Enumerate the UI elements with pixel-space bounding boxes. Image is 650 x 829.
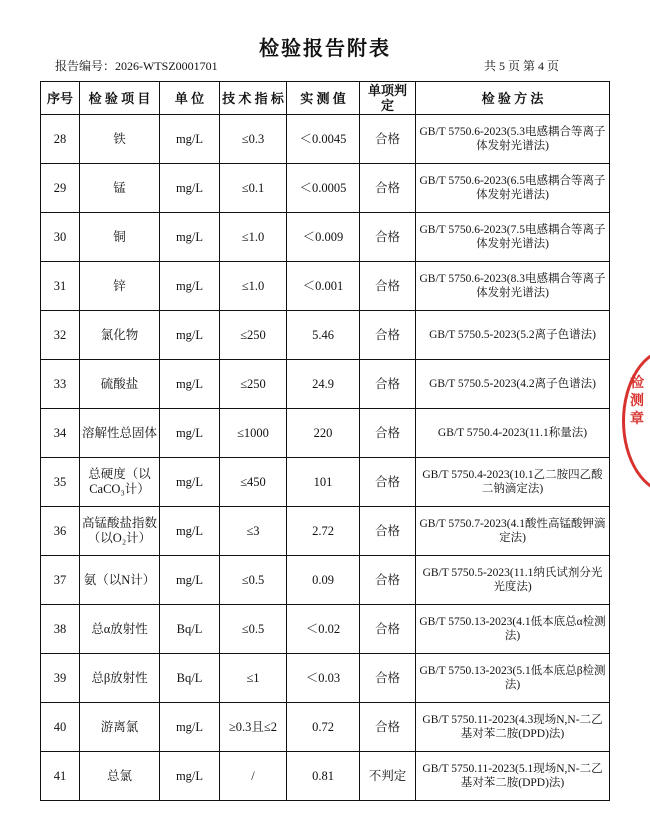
cell-verdict: 合格	[360, 654, 416, 703]
cell-value: 220	[287, 409, 360, 458]
cell-unit: mg/L	[160, 556, 220, 605]
stamp-text: 检测章	[630, 375, 644, 427]
cell-value: ＜0.009	[287, 213, 360, 262]
cell-value: ＜0.001	[287, 262, 360, 311]
cell-unit: mg/L	[160, 311, 220, 360]
cell-verdict: 不判定	[360, 752, 416, 801]
cell-unit: mg/L	[160, 115, 220, 164]
cell-verdict: 合格	[360, 262, 416, 311]
cell-no: 38	[41, 605, 80, 654]
cell-item: 铜	[80, 213, 160, 262]
cell-verdict: 合格	[360, 311, 416, 360]
cell-limit: ≤450	[220, 458, 287, 507]
cell-no: 28	[41, 115, 80, 164]
cell-unit: Bq/L	[160, 605, 220, 654]
cell-no: 33	[41, 360, 80, 409]
cell-value: ＜0.0045	[287, 115, 360, 164]
cell-verdict: 合格	[360, 360, 416, 409]
cell-unit: mg/L	[160, 752, 220, 801]
cell-item: 总β放射性	[80, 654, 160, 703]
cell-verdict: 合格	[360, 213, 416, 262]
cell-item: 高锰酸盐指数（以O₂计）	[80, 507, 160, 556]
cell-value: ＜0.0005	[287, 164, 360, 213]
cell-value: 0.72	[287, 703, 360, 752]
cell-unit: mg/L	[160, 360, 220, 409]
cell-item: 游离氯	[80, 703, 160, 752]
cell-unit: Bq/L	[160, 654, 220, 703]
cell-method: GB/T 5750.6-2023(6.5电感耦合等离子体发射光谱法)	[416, 164, 610, 213]
cell-limit: ≥0.3且≤2	[220, 703, 287, 752]
cell-method: GB/T 5750.4-2023(11.1称量法)	[416, 409, 610, 458]
cell-value: ＜0.03	[287, 654, 360, 703]
cell-verdict: 合格	[360, 605, 416, 654]
cell-no: 31	[41, 262, 80, 311]
cell-no: 40	[41, 703, 80, 752]
header-value: 实 测 值	[287, 82, 360, 115]
cell-verdict: 合格	[360, 458, 416, 507]
cell-no: 37	[41, 556, 80, 605]
cell-item: 氯化物	[80, 311, 160, 360]
cell-verdict: 合格	[360, 164, 416, 213]
cell-method: GB/T 5750.6-2023(5.3电感耦合等离子体发射光谱法)	[416, 115, 610, 164]
cell-no: 30	[41, 213, 80, 262]
page-info: 共 5 页 第 4 页	[484, 59, 560, 73]
cell-limit: ≤3	[220, 507, 287, 556]
header-no: 序号	[41, 82, 80, 115]
cell-method: GB/T 5750.6-2023(7.5电感耦合等离子体发射光谱法)	[416, 213, 610, 262]
cell-no: 41	[41, 752, 80, 801]
cell-unit: mg/L	[160, 262, 220, 311]
report-title: 检验报告附表	[259, 38, 391, 60]
cell-item: 总氯	[80, 752, 160, 801]
cell-value: 2.72	[287, 507, 360, 556]
cell-unit: mg/L	[160, 213, 220, 262]
cell-item: 溶解性总固体	[80, 409, 160, 458]
cell-item: 总α放射性	[80, 605, 160, 654]
cell-value: 0.81	[287, 752, 360, 801]
cell-value: 24.9	[287, 360, 360, 409]
cell-verdict: 合格	[360, 409, 416, 458]
cell-verdict: 合格	[360, 703, 416, 752]
cell-limit: ≤0.5	[220, 556, 287, 605]
cell-item: 锰	[80, 164, 160, 213]
cell-value: 5.46	[287, 311, 360, 360]
cell-unit: mg/L	[160, 703, 220, 752]
cell-no: 32	[41, 311, 80, 360]
cell-item: 总硬度（以CaCO₃计）	[80, 458, 160, 507]
cell-method: GB/T 5750.11-2023(5.1现场N,N-二乙基对苯二胺(DPD)法)	[416, 752, 610, 801]
cell-unit: mg/L	[160, 409, 220, 458]
cell-method: GB/T 5750.13-2023(4.1低本底总α检测法)	[416, 605, 610, 654]
cell-item: 硫酸盐	[80, 360, 160, 409]
cell-verdict: 合格	[360, 507, 416, 556]
cell-verdict: 合格	[360, 556, 416, 605]
cell-verdict: 合格	[360, 115, 416, 164]
cell-method: GB/T 5750.5-2023(4.2离子色谱法)	[416, 360, 610, 409]
cell-no: 29	[41, 164, 80, 213]
cell-limit: ≤250	[220, 360, 287, 409]
cell-method: GB/T 5750.11-2023(4.3现场N,N-二乙基对苯二胺(DPD)法)	[416, 703, 610, 752]
cell-limit: ≤1	[220, 654, 287, 703]
cell-method: GB/T 5750.5-2023(11.1纳氏试剂分光光度法)	[416, 556, 610, 605]
header-limit: 技 术 指 标	[220, 82, 287, 115]
cell-no: 39	[41, 654, 80, 703]
header-item: 检 验 项 目	[80, 82, 160, 115]
cell-method: GB/T 5750.7-2023(4.1酸性高锰酸钾滴定法)	[416, 507, 610, 556]
cell-limit: ≤1000	[220, 409, 287, 458]
header-verdict: 单项判定	[360, 82, 416, 115]
cell-limit: ≤250	[220, 311, 287, 360]
cell-no: 36	[41, 507, 80, 556]
cell-no: 34	[41, 409, 80, 458]
header-unit: 单 位	[160, 82, 220, 115]
cell-method: GB/T 5750.13-2023(5.1低本底总β检测法)	[416, 654, 610, 703]
cell-limit: ≤1.0	[220, 262, 287, 311]
cell-value: 0.09	[287, 556, 360, 605]
cell-value: 101	[287, 458, 360, 507]
cell-item: 氨（以N计）	[80, 556, 160, 605]
results-table	[40, 81, 610, 801]
cell-limit: ≤0.1	[220, 164, 287, 213]
cell-value: ＜0.02	[287, 605, 360, 654]
cell-limit: /	[220, 752, 287, 801]
cell-unit: mg/L	[160, 458, 220, 507]
cell-unit: mg/L	[160, 507, 220, 556]
cell-no: 35	[41, 458, 80, 507]
cell-item: 铁	[80, 115, 160, 164]
header-method: 检 验 方 法	[416, 82, 610, 115]
report-number: 报告编号：2026-WTSZ0001701	[55, 59, 218, 73]
cell-limit: ≤0.3	[220, 115, 287, 164]
cell-method: GB/T 5750.4-2023(10.1乙二胺四乙酸二钠滴定法)	[416, 458, 610, 507]
cell-limit: ≤1.0	[220, 213, 287, 262]
cell-unit: mg/L	[160, 164, 220, 213]
cell-method: GB/T 5750.5-2023(5.2离子色谱法)	[416, 311, 610, 360]
cell-limit: ≤0.5	[220, 605, 287, 654]
cell-method: GB/T 5750.6-2023(8.3电感耦合等离子体发射光谱法)	[416, 262, 610, 311]
cell-item: 锌	[80, 262, 160, 311]
